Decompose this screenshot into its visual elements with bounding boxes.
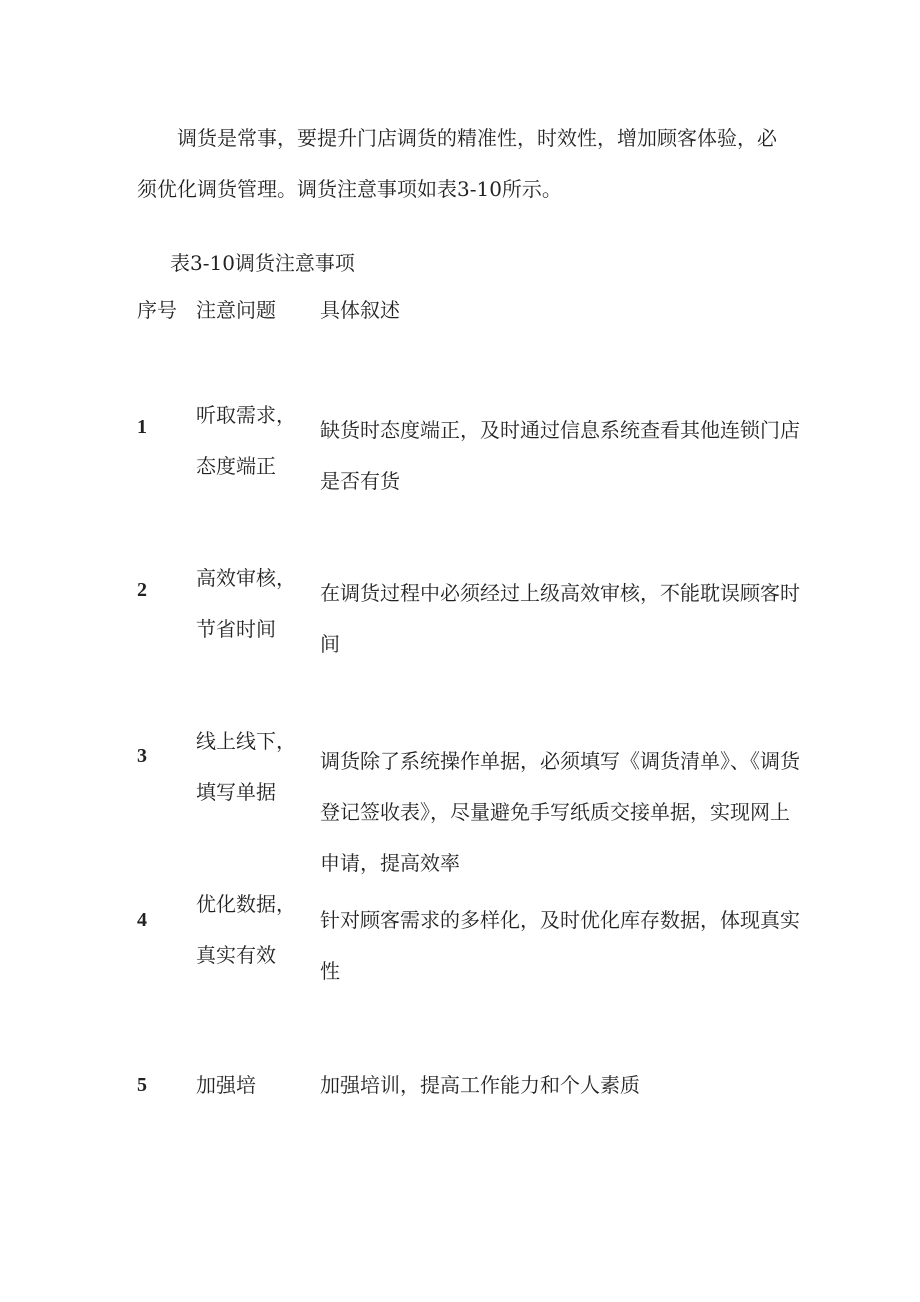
row-issue: 高效审核，节省时间 [196, 566, 296, 641]
row-description: 加强培训，提高工作能力和个人素质 [320, 1073, 640, 1097]
header-cell-desc: 具体叙述 [320, 298, 400, 322]
row-number: 2 [137, 579, 147, 601]
row-description: 调货除了系统操作单据，必须填写《调货清单》、《调货登记签收表》，尽量避免手写纸质交接单据，实现网上申请，提高效率 [320, 749, 800, 875]
row-number: 5 [137, 1074, 147, 1096]
row-number: 1 [137, 416, 147, 438]
row-issue: 加强培 [196, 1073, 256, 1097]
row-issue: 优化数据，真实有效 [196, 892, 296, 967]
header-cell-issue: 注意问题 [196, 298, 276, 322]
row-number: 3 [137, 745, 147, 767]
row-description: 在调货过程中必须经过上级高效审核，不能耽误顾客时间 [320, 581, 800, 656]
intro-paragraph: 调货是常事，要提升门店调货的精准性，时效性，增加顾客体验，必须优化调货管理。调货注意事项如表3-10所示。 [137, 126, 777, 201]
row-issue: 线上线下，填写单据 [196, 729, 296, 804]
row-description: 针对顾客需求的多样化，及时优化库存数据，体现真实性 [320, 908, 800, 983]
table-caption: 表3-10调货注意事项 [170, 251, 355, 275]
row-issue: 听取需求，态度端正 [196, 403, 296, 478]
row-number: 4 [137, 909, 147, 931]
header-cell-no: 序号 [137, 298, 177, 322]
row-description: 缺货时态度端正，及时通过信息系统查看其他连锁门店是否有货 [320, 418, 800, 493]
